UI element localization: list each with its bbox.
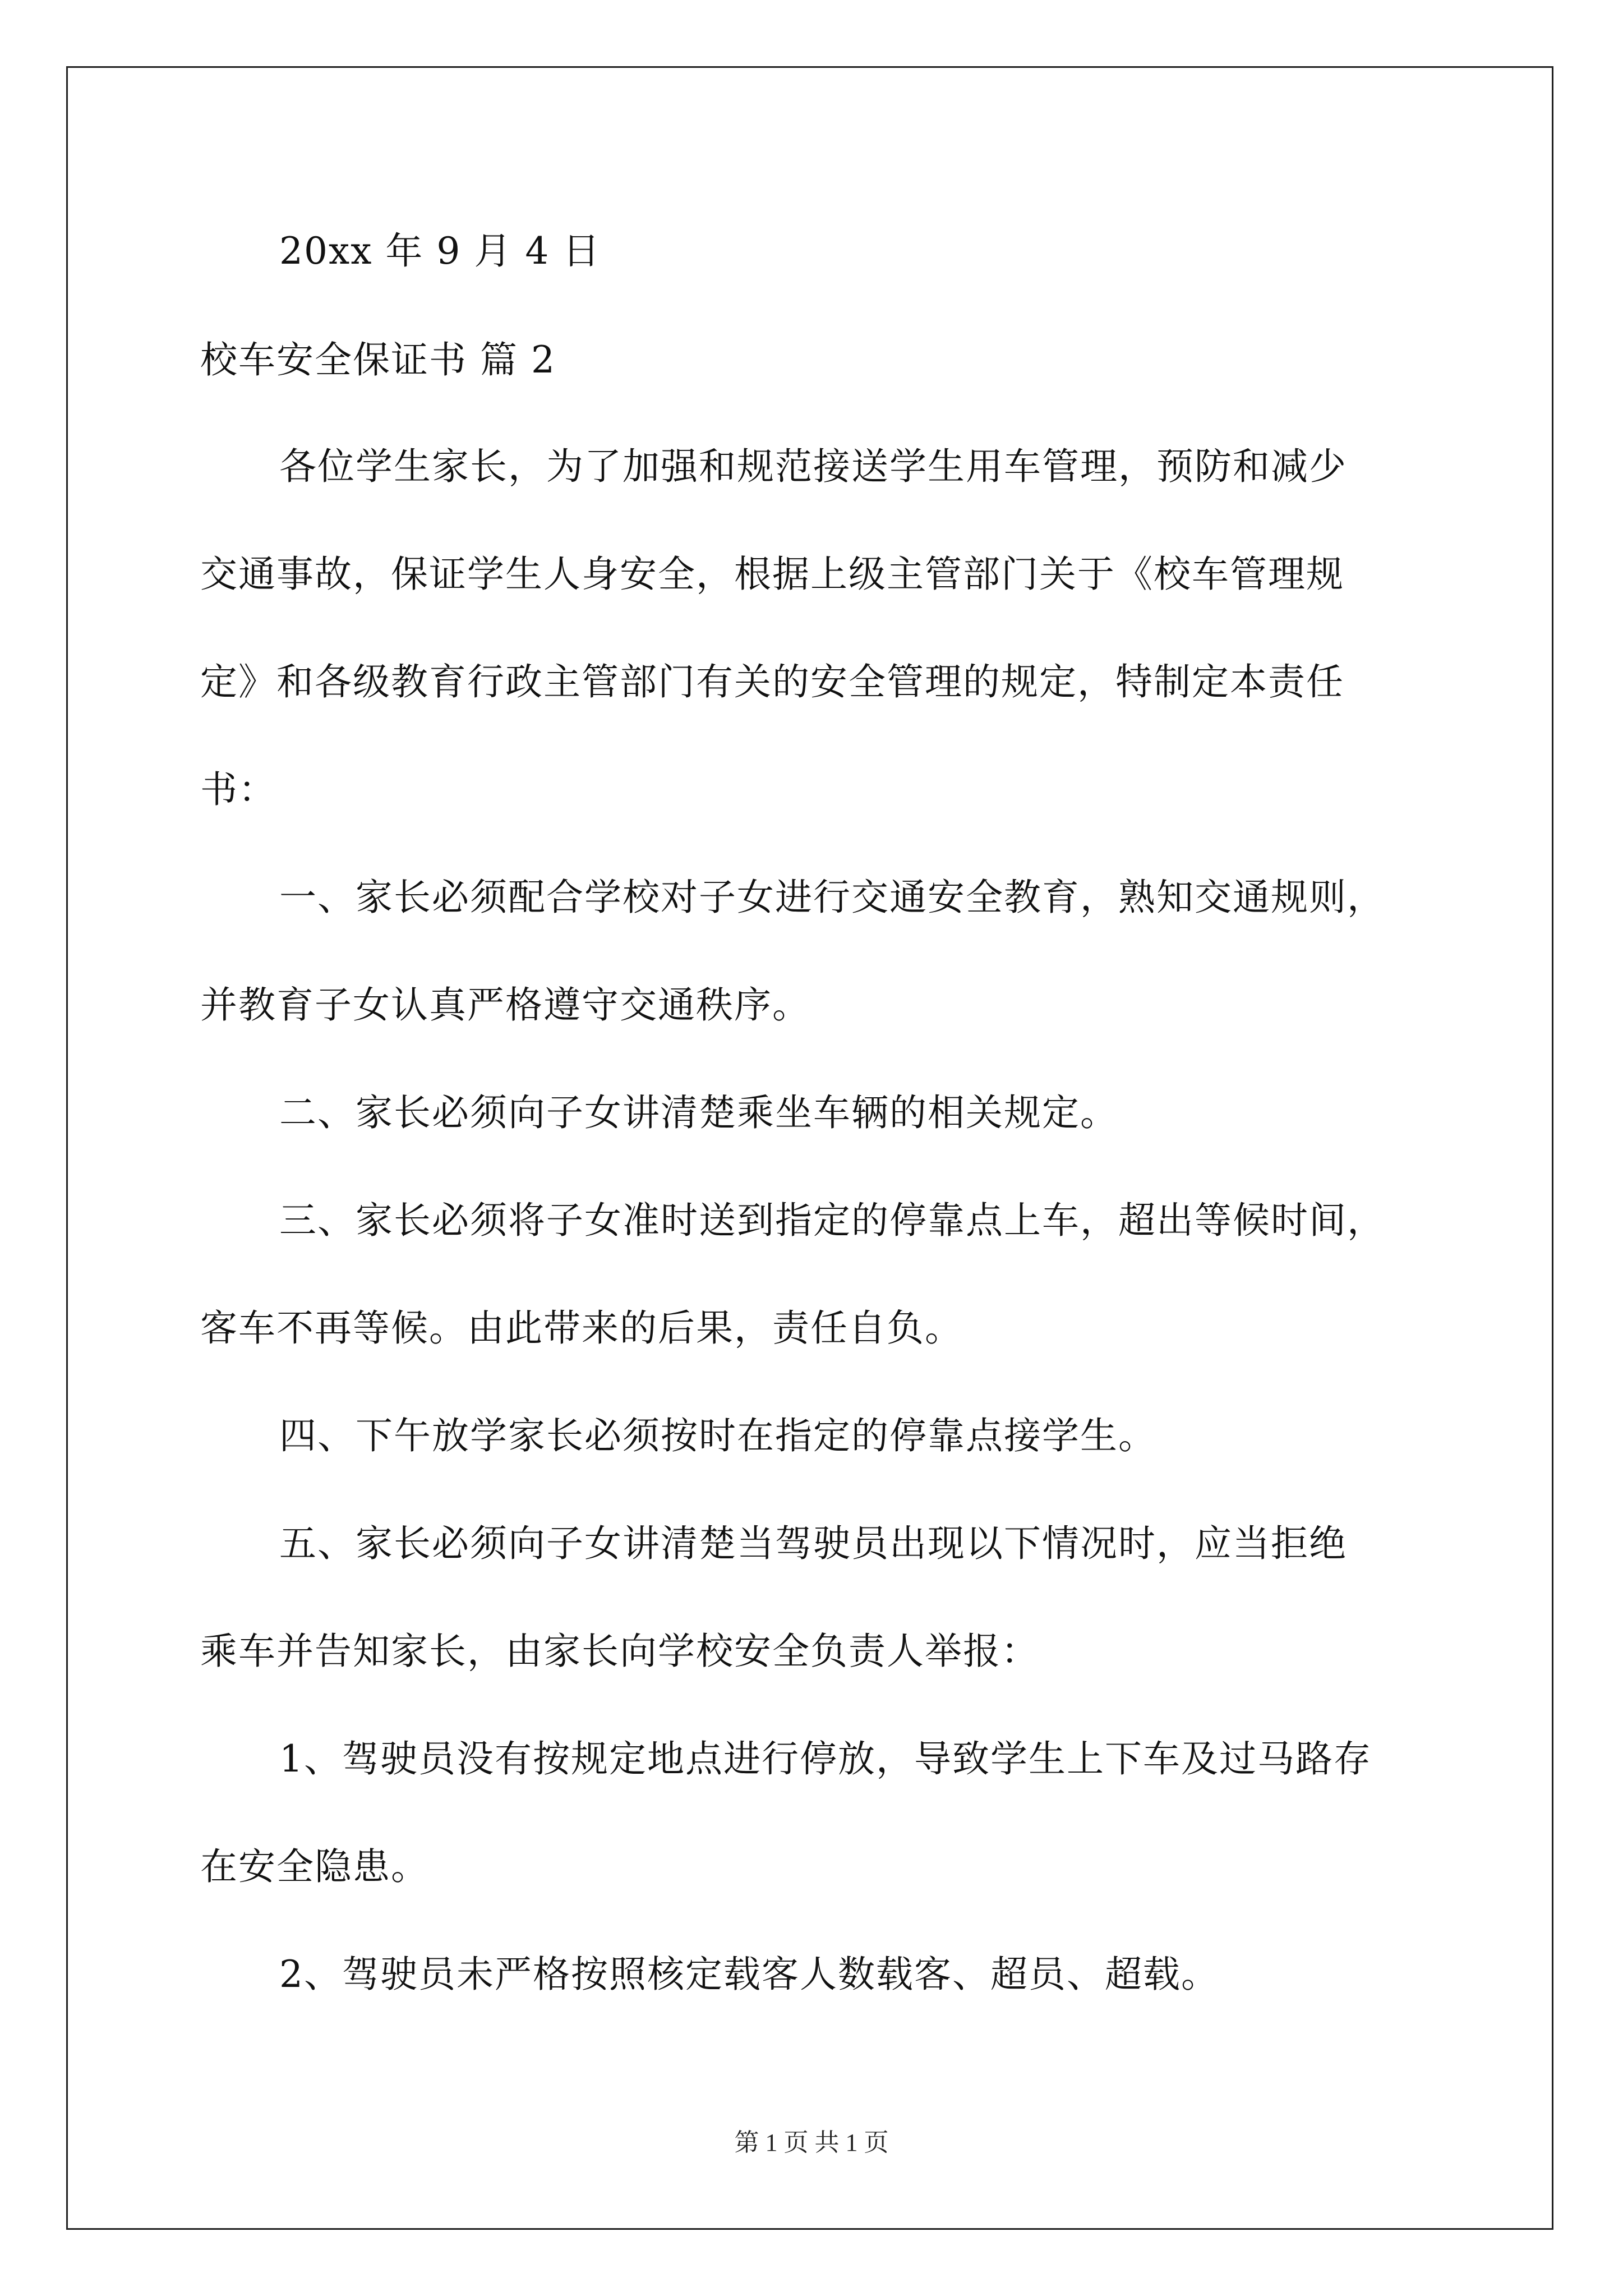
intro-line-4: 书： <box>200 768 276 811</box>
sub-1-line-2: 在安全隐患。 <box>200 1845 429 1888</box>
item-5-line-1: 五、家长必须向子女讲清楚当驾驶员出现以下情况时，应当拒绝 <box>279 1522 1347 1565</box>
date-line: 20xx 年 9 月 4 日 <box>279 229 601 273</box>
item-5-line-2: 乘车并告知家长，由家长向学校安全负责人举报： <box>200 1630 1039 1673</box>
sub-1-line-1: 1、驾驶员没有按规定地点进行停放，导致学生上下车及过马路存 <box>279 1737 1372 1780</box>
item-3-line-2: 客车不再等候。由此带来的后果，责任自负。 <box>200 1306 963 1350</box>
item-1-line-1: 一、家长必须配合学校对子女进行交通安全教育，熟知交通规则， <box>279 876 1385 919</box>
sub-2-line-1: 2、驾驶员未严格按照核定载客人数载客、超员、超载。 <box>279 1953 1219 1996</box>
item-4-line-1: 四、下午放学家长必须按时在指定的停靠点接学生。 <box>279 1414 1156 1457</box>
intro-line-2: 交通事故，保证学生人身安全，根据上级主管部门关于《校车管理规 <box>200 553 1344 596</box>
intro-line-3: 定》和各级教育行政主管部门有关的安全管理的规定，特制定本责任 <box>200 660 1344 703</box>
page-border <box>66 66 1553 2230</box>
intro-line-1: 各位学生家长，为了加强和规范接送学生用车管理，预防和减少 <box>279 445 1347 488</box>
section-title: 校车安全保证书 篇 2 <box>200 338 556 381</box>
item-3-line-1: 三、家长必须将子女准时送到指定的停靠点上车，超出等候时间， <box>279 1199 1385 1242</box>
item-1-line-2: 并教育子女认真严格遵守交通秩序。 <box>200 983 810 1027</box>
page-footer: 第 1 页 共 1 页 <box>734 2129 889 2156</box>
item-2-line-1: 二、家长必须向子女讲清楚乘坐车辆的相关规定。 <box>279 1091 1118 1134</box>
